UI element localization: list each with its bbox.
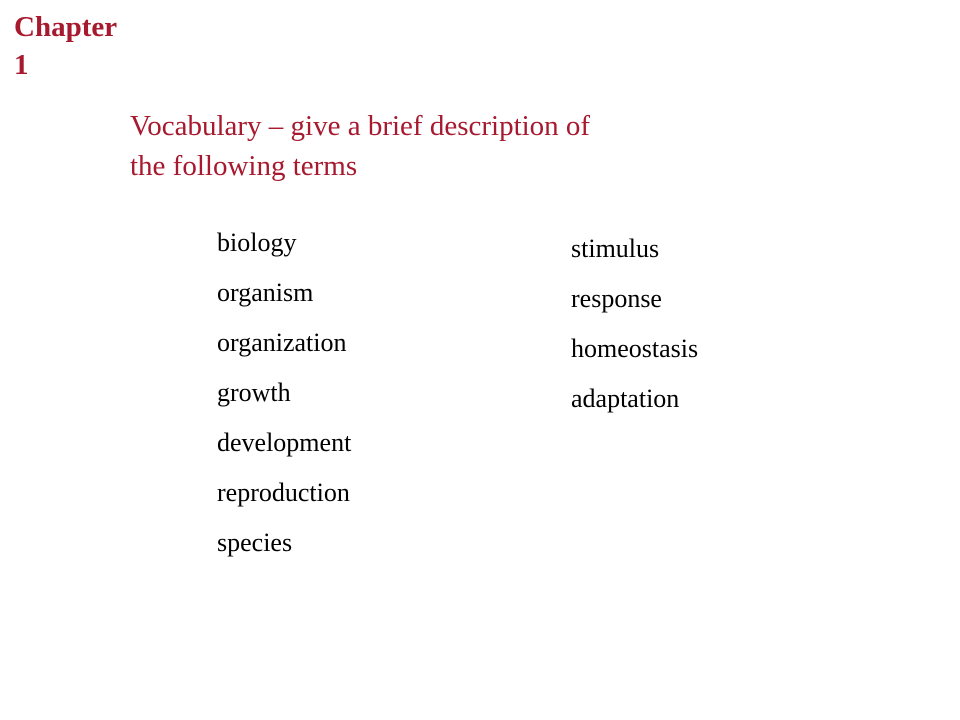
term-item: stimulus — [571, 234, 660, 263]
vocabulary-instructions — [130, 106, 690, 186]
chapter-title-number: 1 — [14, 49, 29, 81]
term-item: response — [571, 284, 662, 313]
term-item: reproduction — [217, 478, 350, 507]
chapter-title-word: Chapter — [14, 11, 118, 43]
instructions-line-2: the following terms — [130, 150, 358, 182]
term-item: organism — [217, 278, 314, 307]
term-list-right — [571, 224, 698, 424]
term-item: biology — [217, 228, 297, 257]
term-list-left — [217, 218, 351, 568]
term-item: development — [217, 428, 352, 457]
term-item: growth — [217, 378, 291, 407]
chapter-title — [14, 8, 124, 84]
term-item: species — [217, 528, 293, 557]
instructions-line-1: Vocabulary – give a brief description of — [130, 110, 591, 142]
term-item: homeostasis — [571, 334, 699, 363]
term-item: organization — [217, 328, 347, 357]
term-item: adaptation — [571, 384, 680, 413]
